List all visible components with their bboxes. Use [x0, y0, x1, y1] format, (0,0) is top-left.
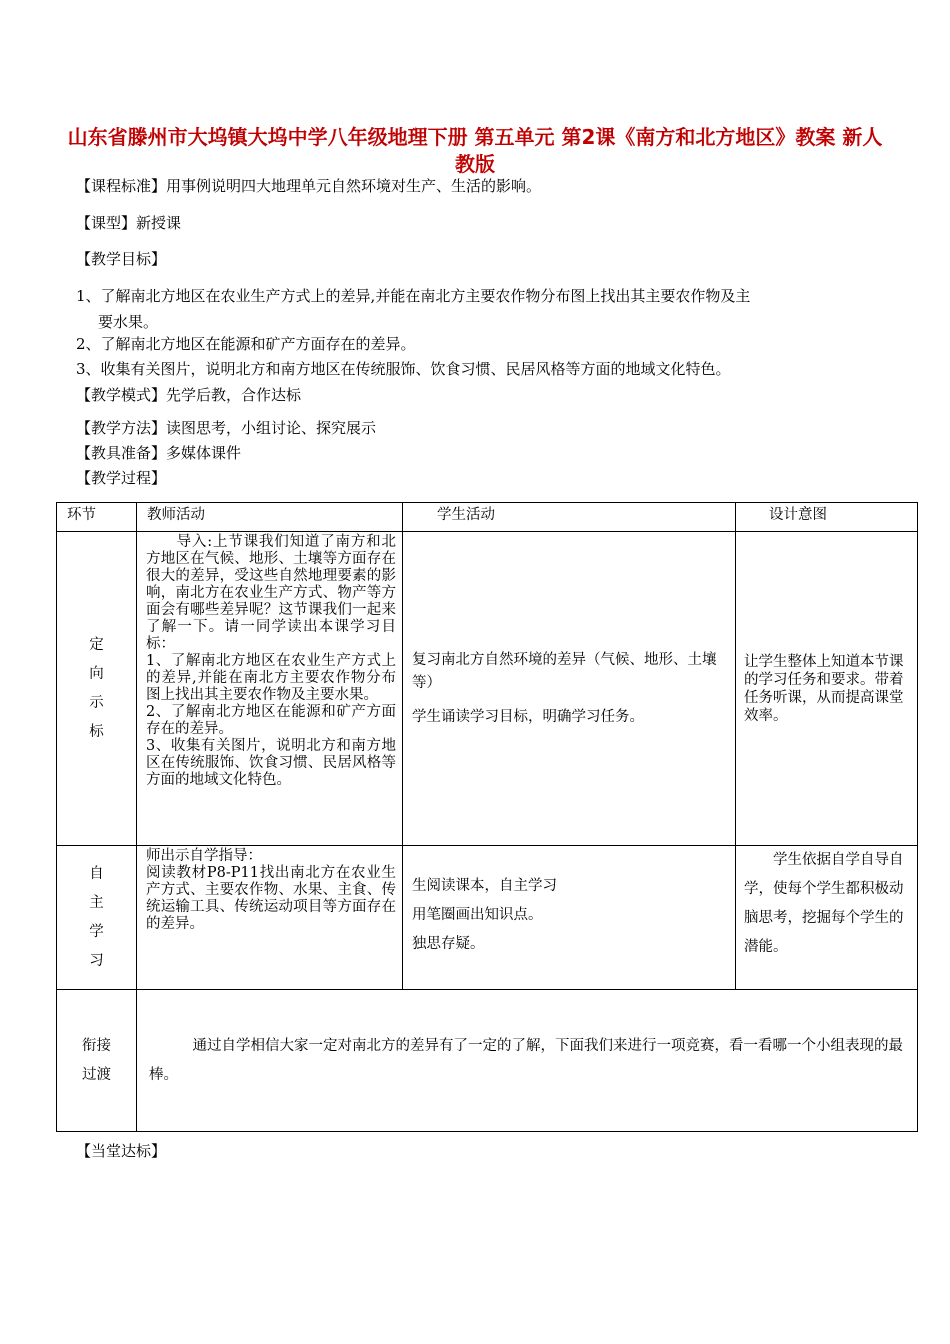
objective-3: 3、收集有关图片，说明北方和南方地区在传统服饰、饮食习惯、民居风格等方面的地域文化特色。 — [76, 360, 731, 378]
stage-cell: 自 主 学 习 — [57, 846, 137, 990]
transition-content-cell: 通过自学相信大家一定对南北方的差异有了一定的了解，下面我们来进行一项竞赛，看一看哪一个小组表现的最棒。 — [137, 990, 918, 1132]
teaching-method: 【教学方法】读图思考，小组讨论、探究展示 — [76, 419, 377, 437]
student-activity-cell: 复习南北方自然环境的差异（气候、地形、土壤等） 学生诵读学习目标，明确学习任务。 — [403, 532, 736, 846]
teaching-aids: 【教具准备】多媒体课件 — [76, 444, 242, 462]
process-heading: 【教学过程】 — [76, 469, 167, 487]
student-activity-cell: 生阅读课本，自主学习 用笔圈画出知识点。 独思存疑。 — [403, 846, 736, 990]
teaching-mode: 【教学模式】先学后教，合作达标 — [76, 386, 302, 404]
header-teacher: 教师活动 — [137, 503, 403, 532]
table-row — [57, 532, 918, 846]
design-intent-cell: 学生依据自学自导自学，使每个学生都积极动脑思考，挖掘每个学生的潜能。 — [736, 846, 918, 990]
table-row — [57, 846, 918, 990]
lesson-process-table — [56, 502, 918, 1132]
design-intent-cell: 让学生整体上知道本节课的学习任务和要求。带着任务听课，从而提高课堂效率。 — [736, 532, 918, 846]
objective-2: 2、了解南北方地区在能源和矿产方面存在的差异。 — [76, 335, 416, 353]
stage-cell: 定 向 示 标 — [57, 532, 137, 846]
objectives-heading: 【教学目标】 — [76, 250, 167, 268]
header-student: 学生活动 — [403, 503, 736, 532]
objective-1-line1: 1、了解南北方地区在农业生产方式上的差异,并能在南北方主要农作物分布图上找出其主要农作物及主 — [76, 287, 751, 305]
objective-1-line2: 要水果。 — [98, 313, 159, 331]
teacher-activity-cell: 师出示自学指导： 阅读教材P8-P11找出南北方在农业生产方式、主要农作物、水果、主食、传统运输工具、传统运动项目等方面存在的差异。 — [137, 846, 403, 990]
in-class-heading: 【当堂达标】 — [76, 1142, 167, 1160]
lesson-type: 【课型】新授课 — [76, 214, 182, 232]
document-title: 山东省滕州市大坞镇大坞中学八年级地理下册 第五单元 第2课《南方和北方地区》教案 新人教版 — [67, 125, 883, 176]
header-intent: 设计意图 — [736, 503, 918, 532]
teacher-activity-cell: 导入:上节课我们知道了南方和北方地区在气候、地形、土壤等方面存在很大的差异，受这些自然地理要素的影响，南北方在农业生产方式、物产等方面会有哪些差异呢？这节课我们一起来了解一下。请一同学读出本课学习目标： 1、了解南北方地区在农业生产方式上的差异,并能在南北方主要农作物分布图上找出其主要农作物及主要水果。 2、了解南北方地区在能源和矿产方面存在的差异。 3、收集有关图片，说明北方和南方地区在传统服饰、饮食习惯、民居风格等方面的地域文化特色。 — [137, 532, 403, 846]
header-stage: 环节 — [57, 503, 137, 532]
table-header-row — [57, 503, 918, 532]
curriculum-standard: 【课程标准】用事例说明四大地理单元自然环境对生产、生活的影响。 — [76, 177, 542, 195]
table-row — [57, 990, 918, 1132]
stage-cell: 衔接 过渡 — [57, 990, 137, 1132]
objective-1 — [76, 283, 856, 335]
